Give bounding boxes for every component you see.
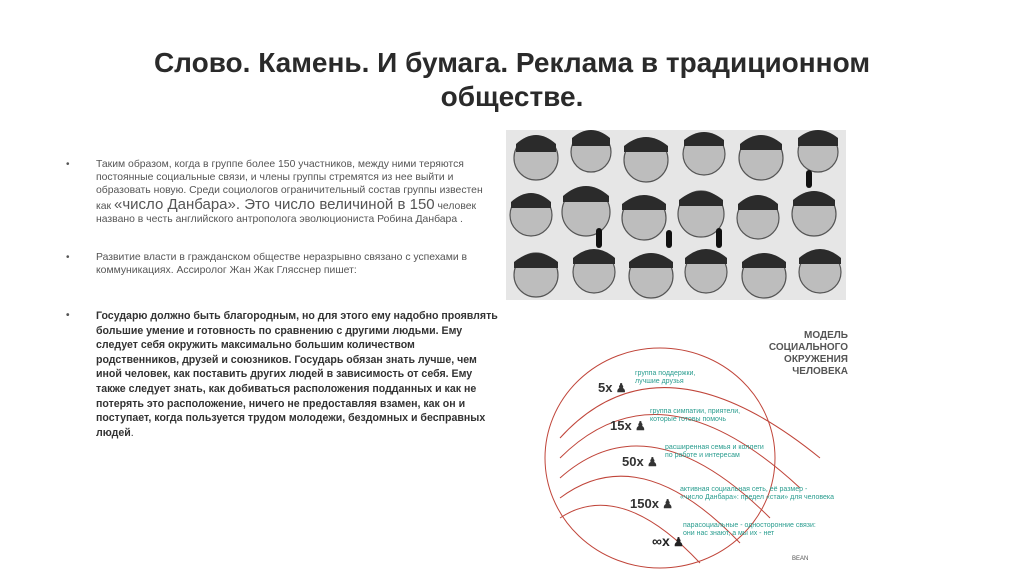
bullet-communication <box>66 251 500 277</box>
level-150-count <box>630 496 673 511</box>
bullet-communication-text: Развитие власти в гражданском обществе неразрывно связано с успехами в коммуникациях. Ассиролог Жан Жак Глясснер пишет: <box>96 252 468 277</box>
person-icon: ♟ <box>612 381 627 395</box>
person-icon: ♟ <box>631 419 646 433</box>
bullet-dunbar-text-1: Таким образом, когда в группе более 150 участников, между ними теряются постоянные социальные связи, и члены группы стремятся из нее выйти и образовать новую. Среди социологов ограничительный состав группы известен как <box>96 159 483 212</box>
level-infinity-desc <box>683 522 816 538</box>
model-title-1: МОДЕЛЬ <box>804 330 848 341</box>
bullet-quote-end: . <box>130 426 134 439</box>
level-150-desc <box>680 486 834 502</box>
level-50-count <box>622 454 658 469</box>
level-infinity-desc-2: они нас знают, а мы их - нет <box>683 530 775 537</box>
bullet-dunbar-highlight: «число Данбара». Это число величиной в 150 <box>114 195 435 213</box>
level-5-count-text: 5x <box>598 380 613 395</box>
person-icon: ♟ <box>669 535 684 549</box>
level-50-desc-2: по работе и интересам <box>665 452 740 459</box>
level-5-desc-2: лучшие друзья <box>635 378 684 385</box>
level-infinity-count-text: ∞x <box>652 533 670 549</box>
person-icon: ♟ <box>643 455 658 469</box>
model-title <box>752 330 848 378</box>
faces-collage-icon <box>506 130 846 300</box>
level-15-count-text: 15x <box>610 418 632 433</box>
gossip-illustration <box>506 130 846 300</box>
bullet-quote <box>66 309 500 440</box>
level-15-desc-2: которые готовы помочь <box>650 416 727 423</box>
title-line-1: Слово. Камень. И бумага. Реклама в традиционном <box>153 47 871 78</box>
person-icon: ♟ <box>658 497 674 511</box>
bullet-dot-icon: • <box>66 252 70 263</box>
bullet-dunbar <box>66 158 500 226</box>
model-title-3: ОКРУЖЕНИЯ <box>784 354 848 365</box>
level-15-count <box>610 418 646 433</box>
level-50-desc-1: расширенная семья и коллеги <box>665 444 764 451</box>
level-150-desc-1: активная социальная сеть, её размер - <box>680 486 808 493</box>
level-50-count-text: 50x <box>622 454 644 469</box>
level-15-desc-1: группа симпатии, приятели, <box>650 408 741 415</box>
brand-logo: BEAN <box>792 556 809 562</box>
level-50-desc <box>665 444 764 460</box>
bullet-dot-icon: • <box>66 159 70 170</box>
social-circles-model <box>540 318 850 570</box>
level-5-desc-1: группа поддержки, <box>635 370 696 377</box>
level-infinity-desc-1: парасоциальные - односторонние связи: <box>683 522 816 529</box>
bullet-dunbar-text-2: человек названо в честь английского антрополога эволюциониста Робина Данбара . <box>96 200 477 225</box>
slide-title <box>60 46 964 114</box>
level-15-desc <box>650 408 740 424</box>
model-title-4: ЧЕЛОВЕКА <box>792 366 848 377</box>
level-5-count <box>598 380 627 395</box>
title-line-2: обществе. <box>440 81 584 112</box>
level-5-desc <box>635 370 695 386</box>
level-infinity-count <box>652 533 684 549</box>
level-150-desc-2: «число Данбара»: предел «стаи» для человека <box>680 494 835 501</box>
bullet-dot-icon: • <box>66 310 70 321</box>
level-150-count-text: 150x <box>630 496 659 511</box>
bullet-quote-text: Государю должно быть благородным, но для этого ему надобно проявлять большие умение и готовность по сравнению с другими людьми. Ему следует себя окружить максимально большим количеством родственников, друзей и союзников. Государь обязан знать лучше, чем иной человек, как поставить других людей в зависимость от себя. Ему также следует знать, как добиваться расположения подданных и как не потерять это расположение, ничего не предоставляя взамен, как он и поступает, когда пользуется трудом молодежи, бездомных и бесправных людей <box>96 310 498 439</box>
model-title-2: СОЦИАЛЬНОГО <box>768 342 848 353</box>
